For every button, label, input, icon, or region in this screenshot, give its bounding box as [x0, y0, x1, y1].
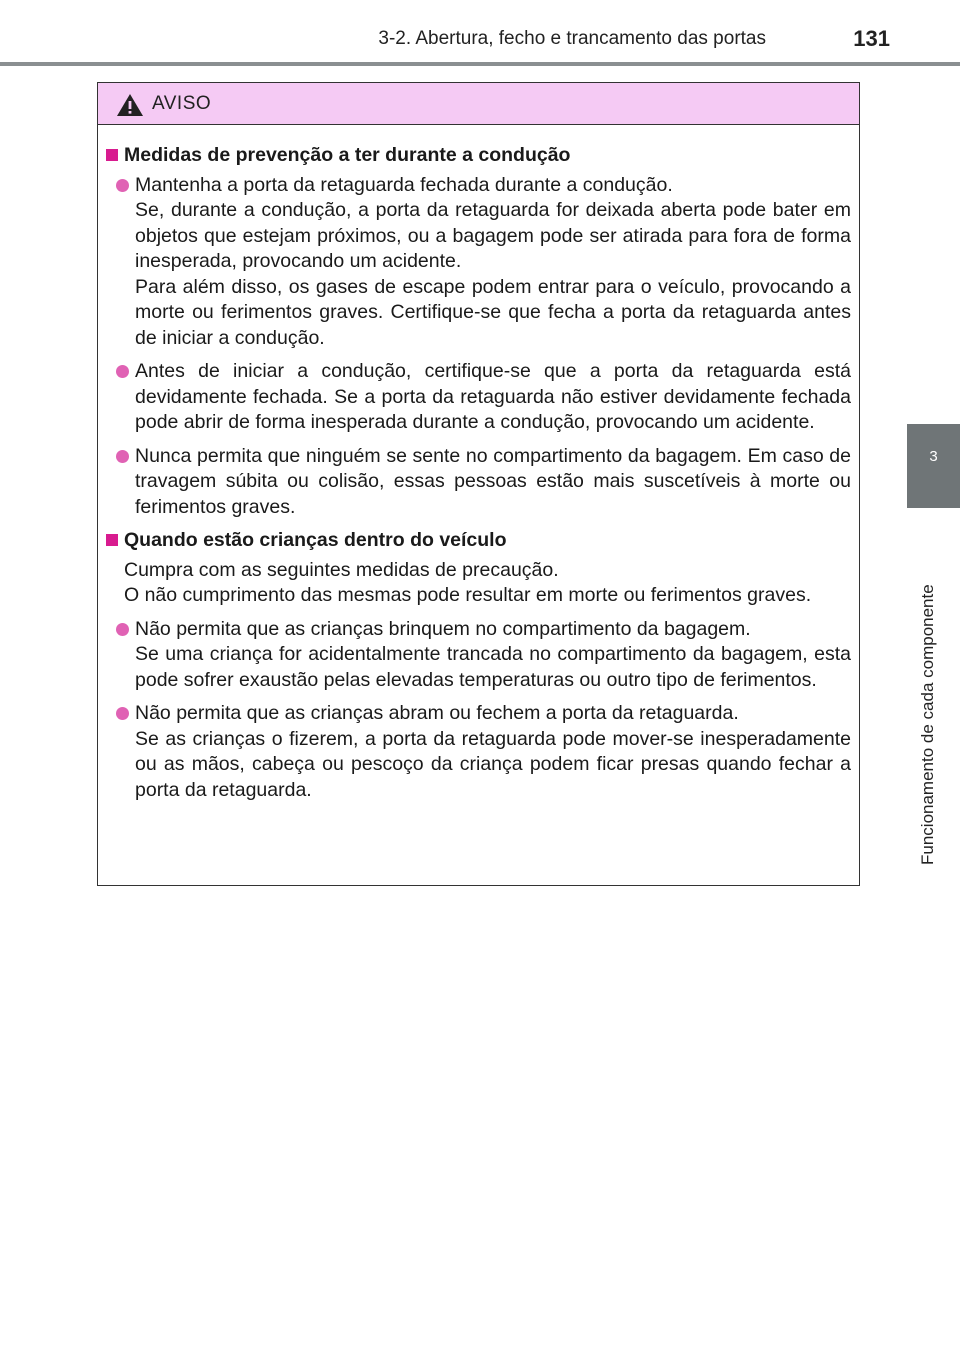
- dot-bullet-icon: [116, 623, 129, 636]
- paragraph: Para além disso, os gases de escape podem entrar para o veículo, provocando a morte ou ferimentos graves. Certifique-se que fecha a porta da retaguarda antes de iniciar a condução.: [135, 275, 851, 349]
- section-title-text: Quando estão crianças dentro do veículo: [124, 529, 507, 551]
- side-tab-number[interactable]: 3: [907, 424, 960, 508]
- section-title-text: Medidas de prevenção a ter durante a condução: [124, 144, 571, 166]
- list-item-text: [135, 359, 851, 436]
- paragraph: O não cumprimento das mesmas pode resultar em morte ou ferimentos graves.: [124, 584, 812, 606]
- list-item-text: [135, 617, 851, 694]
- paragraph: Se, durante a condução, a porta da retaguarda for deixada aberta pode bater em objetos que estejam próximos, ou a bagagem pode ser atirada para fora de forma inesperada, provocando um acidente.: [135, 199, 851, 272]
- list-item: [116, 701, 851, 803]
- list-item-text: [135, 444, 851, 521]
- square-bullet-icon: [106, 149, 118, 161]
- list-item: [116, 359, 851, 436]
- paragraph: Cumpra com as seguintes medidas de precaução.: [124, 558, 559, 581]
- section-title: [106, 143, 851, 169]
- list-item: [116, 617, 851, 694]
- warning-triangle-icon: [116, 93, 144, 117]
- dot-bullet-icon: [116, 179, 129, 192]
- list-item-text: [135, 173, 851, 352]
- page-number: 131: [853, 26, 890, 51]
- paragraph: Não permita que as crianças brinquem no compartimento da bagagem.: [135, 617, 751, 640]
- list-item: [116, 444, 851, 521]
- paragraph: Não permita que as crianças abram ou fechem a porta da retaguarda.: [135, 702, 739, 724]
- dot-bullet-icon: [116, 707, 129, 720]
- paragraph: Antes de iniciar a condução, certifique-se que a porta da retaguarda está devidamente fechada. Se a porta da retaguarda não estiver devidamente fechada pode abrir de forma inesperada durante a condução, provocando um acidente.: [135, 360, 851, 433]
- warning-box: [97, 82, 860, 886]
- list-item: [116, 173, 851, 352]
- section-title: [106, 528, 851, 554]
- dot-bullet-icon: [116, 450, 129, 463]
- chapter-title: 3-2. Abertura, fecho e trancamento das portas: [378, 28, 766, 49]
- header-rule: [0, 62, 960, 66]
- paragraph: Nunca permita que ninguém se sente no compartimento da bagagem. Em caso de travagem súbita ou colisão, essas pessoas estão mais suscetíveis à morte ou ferimentos graves.: [135, 444, 851, 518]
- paragraph: Se uma criança for acidentalmente trancada no compartimento da bagagem, esta pode sofrer exaustão pelas elevadas temperaturas ou outro tipo de ferimentos.: [135, 643, 851, 691]
- side-tab-label: Funcionamento de cada componente: [918, 584, 937, 865]
- square-bullet-icon: [106, 534, 118, 546]
- warning-header: [98, 83, 859, 125]
- warning-label: AVISO: [152, 92, 212, 114]
- paragraph: Se as crianças o fizerem, a porta da retaguarda pode mover-se inesperadamente ou as mãos, cabeça ou pescoço da criança podem ficar presas quando fechar a porta da retaguarda.: [135, 727, 851, 801]
- dot-bullet-icon: [116, 365, 129, 378]
- paragraph: Mantenha a porta da retaguarda fechada durante a condução.: [135, 173, 673, 196]
- section-intro: [124, 558, 851, 609]
- warning-body: [98, 125, 859, 803]
- list-item-text: [135, 701, 851, 803]
